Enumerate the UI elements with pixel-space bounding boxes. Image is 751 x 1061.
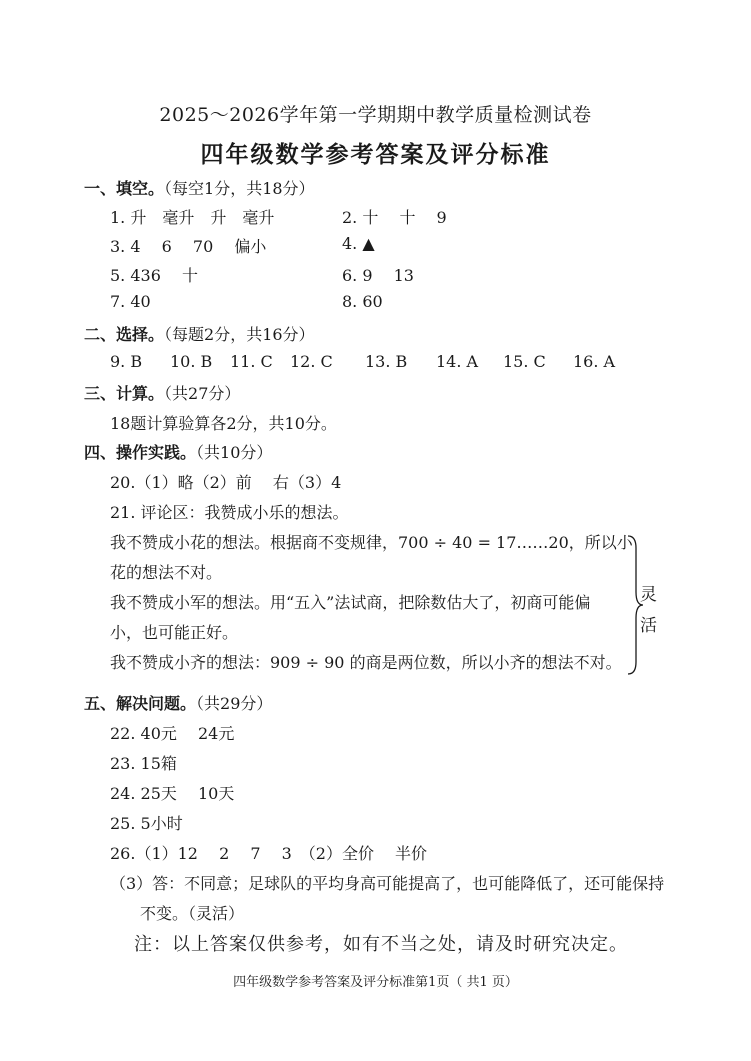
answer-8: 8. 60 [342, 292, 383, 311]
problem-answer-26-3: （3）答：不同意；足球队的平均身高可能提高了，也可能降低了，还可能保持 [110, 874, 665, 893]
side-note-char: 活 [640, 616, 657, 636]
practice-text-line: 小，也可能正好。 [110, 623, 239, 642]
document-title: 2025～2026学年第一学期期中教学质量检测试卷 [159, 104, 592, 126]
section-heading-fill-blank: 一、填空。（每空1分，共18分） [84, 179, 315, 198]
right-brace [626, 534, 644, 676]
practice-answer-21: 21. 评论区：我赞成小乐的想法。 [110, 503, 349, 522]
choice-answer: 12. C [290, 352, 333, 371]
answer-2: 2. 十 十 9 [342, 208, 447, 227]
choice-answer: 9. B [110, 352, 143, 371]
answer-5: 5. 436 十 [110, 266, 198, 285]
practice-text-line: 我不赞成小齐的想法：909 ÷ 90 的商是两位数，所以小齐的想法不对。 [110, 653, 622, 672]
answer-1: 1. 升 毫升 升 毫升 [110, 208, 275, 227]
answer-6: 6. 9 13 [342, 266, 414, 285]
practice-answer-20: 20.（1）略（2）前 右（3）4 [110, 473, 342, 492]
section-heading-choice: 二、选择。（每题2分，共16分） [84, 325, 315, 344]
choice-answer: 15. C [503, 352, 546, 371]
answer-7: 7. 40 [110, 292, 151, 311]
section-heading-problem-solving: 五、解决问题。（共29分） [84, 694, 273, 713]
practice-text-line: 花的想法不对。 [110, 563, 223, 582]
section-heading-calculation: 三、计算。（共27分） [84, 384, 241, 403]
page-footer: 四年级数学参考答案及评分标准第1页（ 共1 页） [233, 975, 518, 990]
problem-answer-26: 26.（1）12 2 7 3 （2）全价 半价 [110, 844, 428, 863]
answer-4: 4. ▲ [342, 234, 375, 253]
document-subtitle: 四年级数学参考答案及评分标准 [200, 141, 551, 168]
problem-answer-22: 22. 40元 24元 [110, 724, 235, 743]
problem-answer-24: 24. 25天 10天 [110, 784, 235, 803]
problem-answer-26-3-cont: 不变。（灵活） [140, 904, 245, 923]
section-heading-practice: 四、操作实践。（共10分） [84, 443, 273, 462]
practice-text-line: 我不赞成小军的想法。用“五入”法试商，把除数估大了，初商可能偏 [110, 593, 591, 612]
choice-answer: 14. A [436, 352, 479, 371]
practice-text-line: 我不赞成小花的想法。根据商不变规律，700 ÷ 40 = 17……20，所以小 [110, 533, 633, 552]
problem-answer-25: 25. 5小时 [110, 814, 183, 833]
disclaimer-note: 注：以上答案仅供参考，如有不当之处，请及时研究决定。 [134, 934, 628, 955]
choice-answer: 13. B [365, 352, 408, 371]
choice-answer: 11. C [230, 352, 273, 371]
problem-answer-23: 23. 15箱 [110, 754, 177, 773]
calculation-note: 18题计算验算各2分，共10分。 [110, 414, 337, 433]
choice-answer: 10. B [170, 352, 213, 371]
answer-3: 3. 4 6 70 偏小 [110, 237, 267, 256]
side-note-char: 灵 [640, 585, 657, 605]
choice-answer: 16. A [573, 352, 616, 371]
